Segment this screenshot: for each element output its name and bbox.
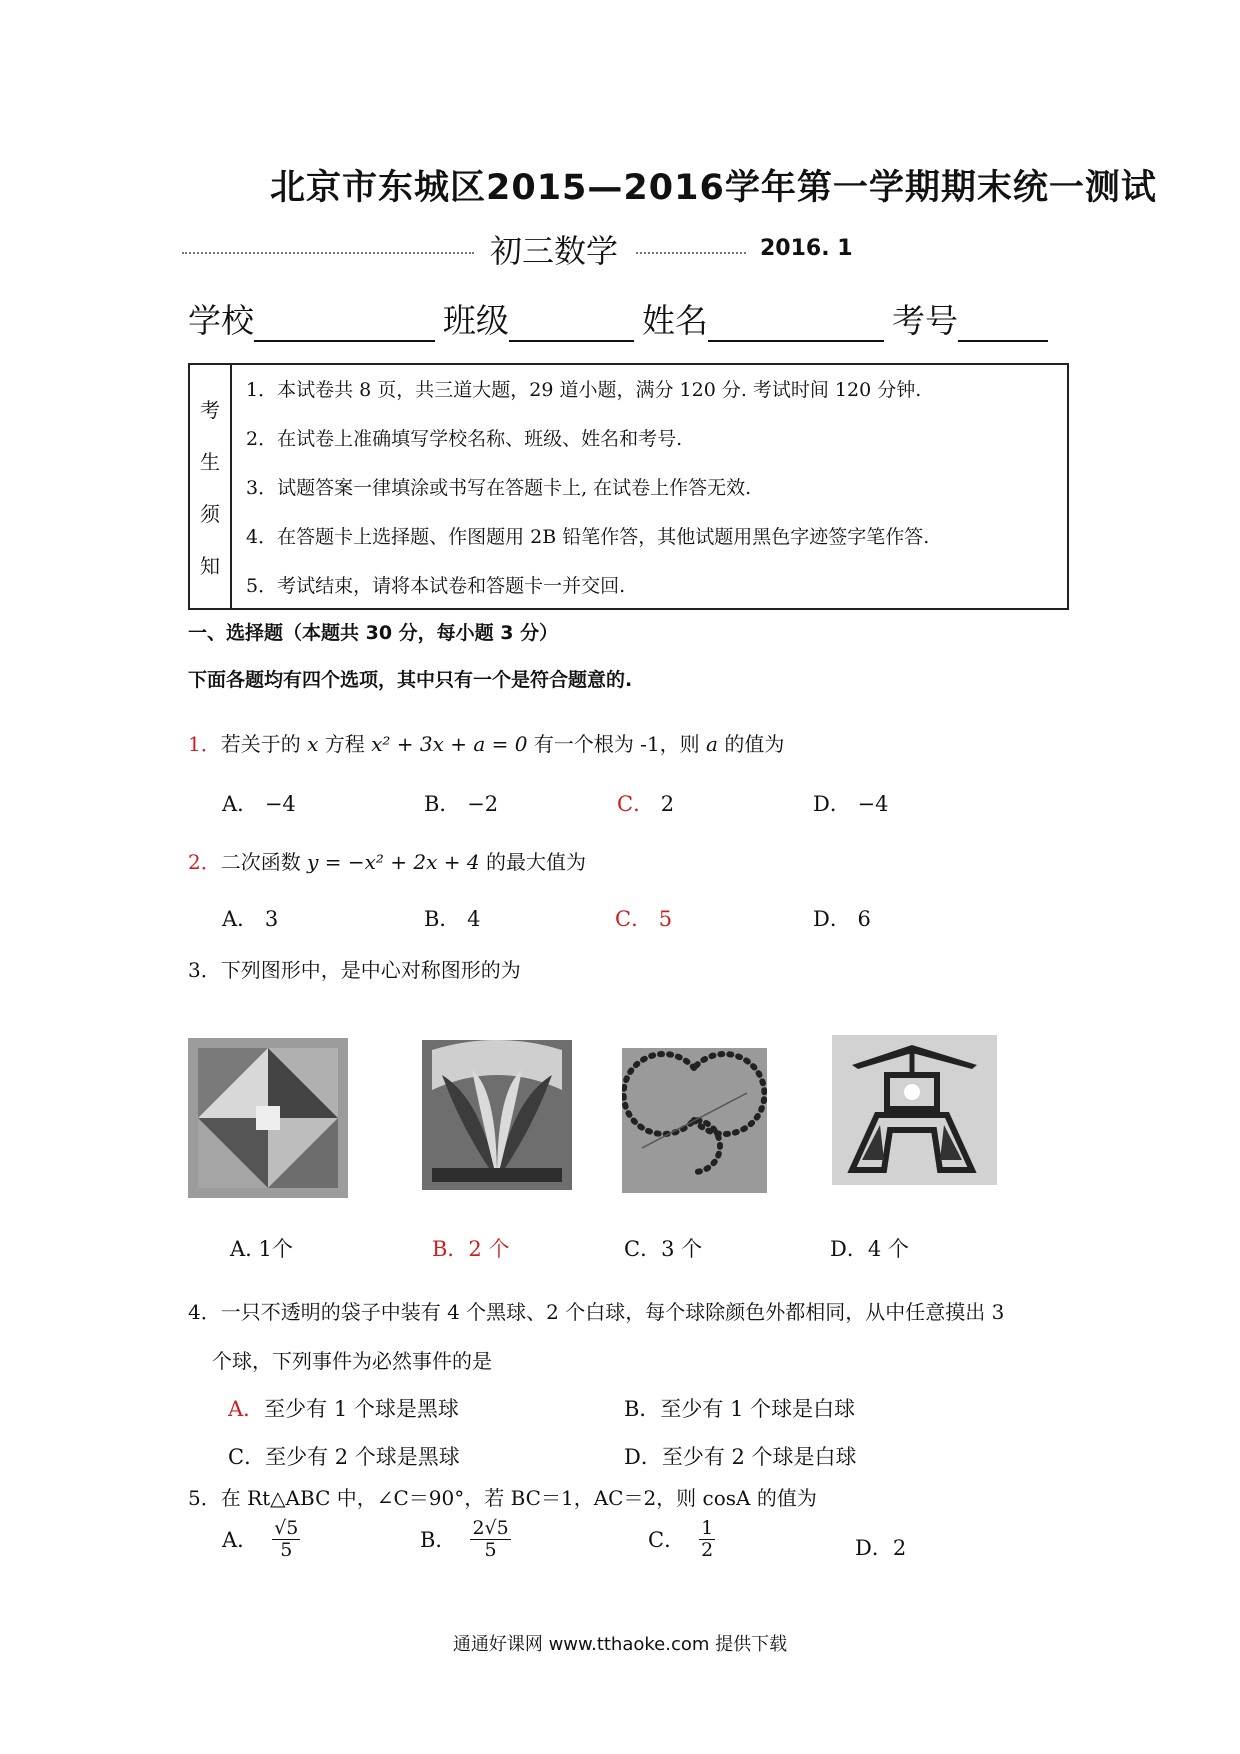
q4-option-c: C．至少有 2 个球是黑球 — [228, 1445, 460, 1469]
q1-option-b: B． −2 — [424, 792, 499, 816]
download-footer: 通通好课网 www.tthaoke.com 提供下载 — [452, 1634, 788, 1655]
exam-notice-box — [188, 363, 1069, 610]
q2-equation: y = −x² + 2x + 4 — [307, 850, 480, 874]
notice-item: 4．在答题卡上选择题、作图题用 2B 铅笔作答，其他试题用黑色字迹签字笔作答. — [246, 526, 930, 548]
q3-option-c: C．3 个 — [624, 1237, 703, 1261]
question-5: 5．在 Rt△ABC 中，∠C＝90°，若 BC＝1，AC＝2，则 cosA 的值为 — [188, 1486, 817, 1510]
name-blank — [708, 310, 884, 342]
dotted-divider-right — [636, 252, 746, 254]
dotted-divider-left — [182, 252, 474, 254]
notice-item: 5．考试结束，请将本试卷和答题卡一并交回. — [246, 575, 626, 597]
q1-option-c: C． 2 — [617, 792, 675, 816]
q5-option-c: C． $\frac{1}{2}$ — [648, 1517, 714, 1561]
section-instruction: 下面各题均有四个选项，其中只有一个是符合题意的. — [188, 669, 633, 691]
school-label: 学校 — [188, 301, 254, 340]
q4-option-b: B．至少有 1 个球是白球 — [624, 1397, 856, 1421]
section-title: 一、选择题（本题共 30 分，每小题 3 分） — [188, 622, 559, 644]
q5-option-d: D．2 — [855, 1536, 907, 1560]
q3-option-b: B．2 个 — [432, 1237, 510, 1261]
q1-option-a: A． −4 — [222, 792, 296, 816]
exam-number-blank — [958, 310, 1048, 342]
q5-b-fraction: $\frac{2√5}{5}$ — [472, 1517, 509, 1561]
q4-option-d: D．至少有 2 个球是白球 — [624, 1445, 857, 1469]
notice-item: 1．本试卷共 8 页，共三道大题，29 道小题，满分 120 分. 考试时间 120 分钟. — [246, 379, 922, 401]
exam-title: 北京市东城区2015—2016学年第一学期期末统一测试 — [270, 168, 1157, 208]
notice-items — [232, 365, 1067, 608]
q3-option-d: D．4 个 — [830, 1237, 909, 1261]
question-4-line-2: 个球，下列事件为必然事件的是 — [212, 1349, 492, 1373]
glyph-figure — [832, 1035, 997, 1185]
q1-option-d: D． −4 — [813, 792, 889, 816]
notice-heading: 考 生 须 知 — [190, 365, 232, 608]
q5-option-b: B． $\frac{2√5}{5}$ — [420, 1517, 509, 1561]
exam-date: 2016. 1 — [760, 236, 853, 261]
class-blank — [509, 310, 634, 342]
question-1: 1．若关于的 x 方程 x² + 3x + a = 0 有一个根为 -1，则 a 的值为 — [188, 732, 785, 756]
notice-item: 2．在试卷上准确填写学校名称、班级、姓名和考号. — [246, 428, 683, 450]
dotted-spiral-figure — [622, 1048, 767, 1193]
pinwheel-figure — [188, 1038, 348, 1198]
q5-a-fraction: $\frac{√5}{5}$ — [274, 1517, 299, 1561]
q5-option-a: A． $\frac{√5}{5}$ — [222, 1517, 299, 1561]
fan-figure — [422, 1040, 572, 1190]
subject-title: 初三数学 — [490, 232, 619, 270]
question-2: 2．二次函数 y = −x² + 2x + 4 的最大值为 — [188, 850, 586, 874]
name-label: 姓名 — [642, 301, 709, 340]
notice-item: 3．试题答案一律填涂或书写在答题卡上, 在试卷上作答无效. — [246, 477, 752, 499]
question-4-line-1: 4．一只不透明的袋子中装有 4 个黑球、2 个白球，每个球除颜色外都相同，从中任意摸出 3 — [188, 1300, 1005, 1324]
class-label: 班级 — [442, 301, 509, 340]
q2-option-b: B． 4 — [424, 907, 481, 931]
question-3: 3．下列图形中，是中心对称图形的为 — [188, 958, 521, 982]
q2-option-d: D． 6 — [813, 907, 871, 931]
q5-c-fraction: $\frac{1}{2}$ — [701, 1517, 714, 1561]
q2-option-c: C． 5 — [615, 907, 673, 931]
school-blank — [254, 310, 435, 342]
q3-option-a: A. 1个 — [230, 1237, 293, 1261]
q4-option-a: A．至少有 1 个球是黑球 — [228, 1397, 459, 1421]
q2-option-a: A． 3 — [222, 907, 279, 931]
student-info-row — [188, 295, 1056, 342]
exam-number-label: 考号 — [892, 301, 959, 340]
q1-equation: x² + 3x + a = 0 — [371, 732, 528, 756]
